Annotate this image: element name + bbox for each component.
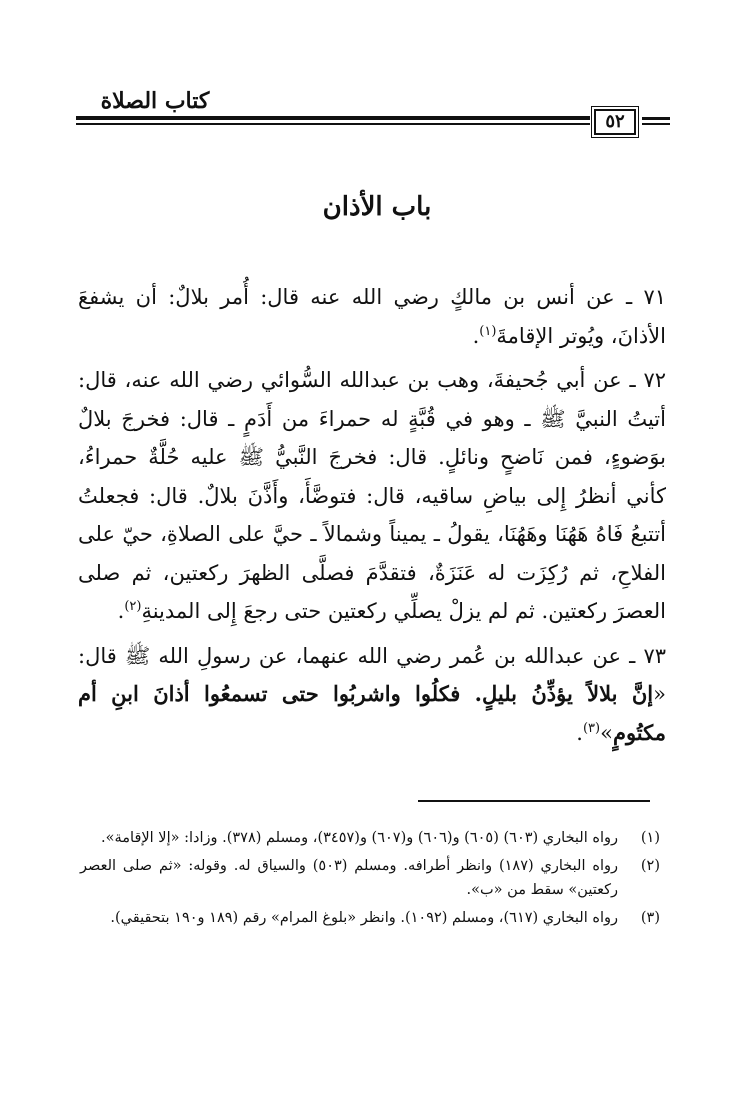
footnote-text: رواه البخاري (٦١٧)، ومسلم (١٠٩٢). وانظر «بلوغ المرام» رقم (١٨٩ و١٩٠ بتحقيقي). [110,910,618,926]
footnote-ref: (١) [479,323,497,339]
hadith-text: عن أبي جُحيفةَ، وهب بن عبدالله السُّوائي رضي الله عنه، قال: أتيتُ النبيَّ ﷺ ـ وهو في قُبَّةٍ له حمراءَ من أَدَمٍ ـ قال: فخرجَ بلالٌ بوَضوءٍ، فمن نَاضحٍ ونائلٍ. قال: فخرجَ النَّبيُّ ﷺ عليه حُلَّةٌ حمراءُ، كأني أنظرُ إِلى بياضِ ساقيه، قال: فتوضَّأَ، وأَذَّنَ بلالٌ. قال: فجعلتُ أتتبعُ فَاهُ هَهُنَا وهَهُنَا، يقولُ ـ يميناً وشمالاً ـ حيَّ على الصلاةِ، حيّ على الفلاحِ، ثم رُكِزَت له عَنَزَةٌ، فتقدَّمَ فصلَّى الظهرَ ركعتين، ثم صلى العصرَ ركعتين. ثم لم يزلْ يصلِّي ركعتين حتى رجعَ إِلى المدينةِ [78,368,666,623]
hadith-body [78,278,666,758]
footnote-number: (٢) [640,858,660,874]
hadith-text: عن عبدالله بن عُمر رضي الله عنهما، عن رسولِ الله ﷺ قال: « [78,643,666,706]
running-title: كتاب الصلاة [100,88,210,114]
hadith-quote: إنَّ بلالاً يؤذِّنُ بليلٍ. فكلُوا واشربُوا حتى تسمعُوا أذانَ ابنِ أم مكتُومٍ [78,681,666,745]
header-rule [76,116,590,120]
dash-separator: ـ [614,285,633,309]
page-number: ٥٢ [594,109,636,135]
hadith-number: ٧٢ [643,368,667,392]
dash-separator: ـ [621,643,636,668]
footnote-separator [418,800,650,802]
quote-close: » [600,720,613,745]
hadith-number: ٧٣ [643,643,666,668]
footnote-text: رواه البخاري (١٨٧) وانظر أطرافه. ومسلم (٥٠٣) والسياق له. وقوله: «ثم صلى العصر ركعتين» سقط من «ب». [80,858,618,898]
footnote [80,906,660,930]
chapter-title: باب الأذان [322,192,432,222]
hadith-number: ٧١ [643,285,666,309]
footnote [80,826,660,850]
footnote [80,854,660,902]
footnote-number: (٣) [640,910,660,926]
hadith-text: عن أنس بن مالكٍ رضي الله عنه قال: أُمر بلالٌ: أن يشفعَ الأذانَ، ويُوتر الإقامةَ [78,285,666,348]
header-ornament-line-thin [642,123,670,125]
header-ornament-line [642,117,670,120]
footnote-number: (١) [640,830,660,846]
footnotes [80,826,660,934]
hadith-72: ٧٢ ـ عن أبي جُحيفةَ، وهب بن عبدالله السُّوائي رضي الله عنه، قال: أتيتُ النبيَّ ﷺ ـ وهو في قُبَّةٍ له حمراءَ من أَدَمٍ ـ قال: فخرجَ بلالٌ بوَضوءٍ، فمن نَاضحٍ ونائلٍ. قال: فخرجَ النَّبيُّ ﷺ عليه حُلَّةٌ حمراءُ، كأني أنظرُ إِلى بياضِ ساقيه، قال: فتوضَّأَ، وأَذَّنَ بلالٌ. قال: فجعلتُ أتتبعُ فَاهُ هَهُنَا وهَهُنَا، يقولُ ـ يميناً وشمالاً ـ حيَّ على الصلاةِ، حيّ على الفلاحِ، ثم رُكِزَت له عَنَزَةٌ، فتقدَّمَ فصلَّى الظهرَ ركعتين، ثم صلى العصرَ ركعتين. ثم لم يزلْ يصلِّي ركعتين حتى رجعَ إِلى المدينةِ$^{(٢)}$. [78,368,667,623]
footnote-text: رواه البخاري (٦٠٣) (٦٠٥) و(٦٠٦) و(٦٠٧) و(٣٤٥٧)، ومسلم (٣٧٨). وزادا: «إلا الإقامة». [101,830,618,846]
footnote-ref: (٢) [124,599,142,614]
hadith-71: ٧١ ـ عن أنس بن مالكٍ رضي الله عنه قال: أُمر بلالٌ: أن يشفعَ الأذانَ، ويُوتر الإقامةَ$^{(١)}$. [78,285,666,348]
header-rule-thin [76,123,590,125]
hadith-73: ٧٣ ـ عن عبدالله بن عُمر رضي الله عنهما، عن رسولِ الله ﷺ قال: «إنَّ بلالاً يؤذِّنُ بليلٍ. فكلُوا واشربُوا حتى تسمعُوا أذانَ ابنِ أم مكتُومٍ»$^{(٣)}$. [78,643,666,745]
footnote-ref: (٣) [582,720,601,736]
dash-separator: ـ [621,368,636,392]
